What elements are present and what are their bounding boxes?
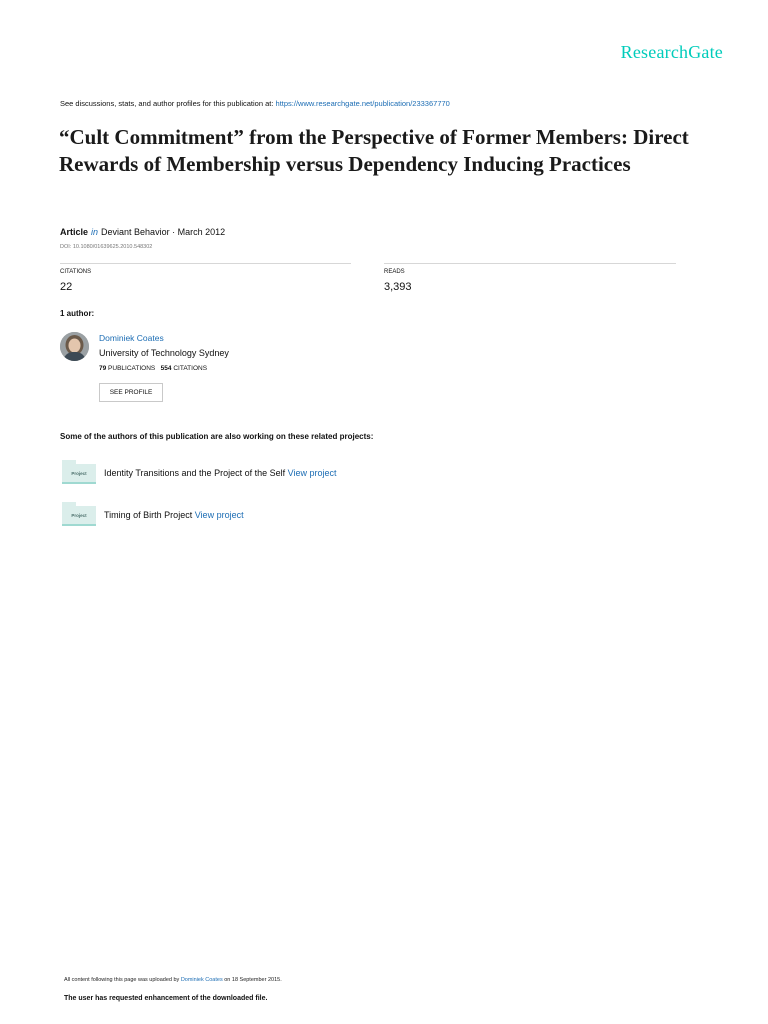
author-publications-count: 79 xyxy=(99,365,107,372)
project-icon-label: Project xyxy=(62,506,96,526)
article-doi: DOI: 10.1080/01639625.2010.548302 xyxy=(60,244,153,250)
citations-label: CITATIONS xyxy=(60,269,92,275)
reads-label: READS xyxy=(384,269,405,275)
authors-heading: 1 author: xyxy=(60,309,95,318)
source-intro-text: See discussions, stats, and author profiles for this publication at: xyxy=(60,99,276,108)
article-title: “Cult Commitment” from the Perspective of Former Members: Direct Rewards of Membership versus Dependency Inducing Practices xyxy=(59,125,689,176)
enhancement-request-note: The user has requested enhancement of the downloaded file. xyxy=(64,995,268,1002)
author-photo-icon xyxy=(60,332,89,361)
project-folder-icon[interactable] xyxy=(62,502,96,526)
author-citations-count: 554 xyxy=(160,365,172,372)
publication-url-link[interactable]: https://www.researchgate.net/publication/233367770 xyxy=(275,99,450,108)
project-item xyxy=(104,468,336,478)
reads-value: 3,393 xyxy=(384,281,412,293)
project-item xyxy=(104,510,244,520)
author-citations-label: CITATIONS xyxy=(173,365,208,372)
see-profile-button[interactable]: SEE PROFILE xyxy=(99,383,163,402)
upload-note xyxy=(64,977,282,983)
researchgate-logo[interactable]: ResearchGate xyxy=(620,42,723,62)
article-meta xyxy=(60,227,225,237)
project-title: Timing of Birth Project xyxy=(104,510,193,520)
journal-and-date[interactable]: Deviant Behavior · March 2012 xyxy=(101,227,226,237)
author-publications-label: PUBLICATIONS xyxy=(108,365,156,372)
author-stats xyxy=(99,365,207,372)
upload-prefix: All content following this page was uploaded by xyxy=(64,977,180,983)
reads-divider xyxy=(384,263,676,264)
view-project-link[interactable]: View project xyxy=(287,468,337,478)
upload-suffix: on 18 September 2015. xyxy=(224,977,282,983)
related-projects-heading: Some of the authors of this publication are also working on these related projects: xyxy=(60,432,374,441)
article-type: Article xyxy=(60,227,89,237)
project-folder-icon[interactable] xyxy=(62,460,96,484)
view-project-link[interactable]: View project xyxy=(194,510,244,520)
project-icon-label: Project xyxy=(62,464,96,484)
citations-divider xyxy=(60,263,351,264)
citations-value: 22 xyxy=(60,281,73,293)
article-in-word: in xyxy=(91,227,99,237)
publication-source-line xyxy=(60,99,450,108)
author-avatar[interactable] xyxy=(60,332,89,361)
author-name-link[interactable]: Dominiek Coates xyxy=(99,333,164,343)
author-institution[interactable]: University of Technology Sydney xyxy=(99,348,229,358)
uploader-link[interactable]: Dominiek Coates xyxy=(180,977,223,983)
project-title: Identity Transitions and the Project of the Self xyxy=(104,468,286,478)
